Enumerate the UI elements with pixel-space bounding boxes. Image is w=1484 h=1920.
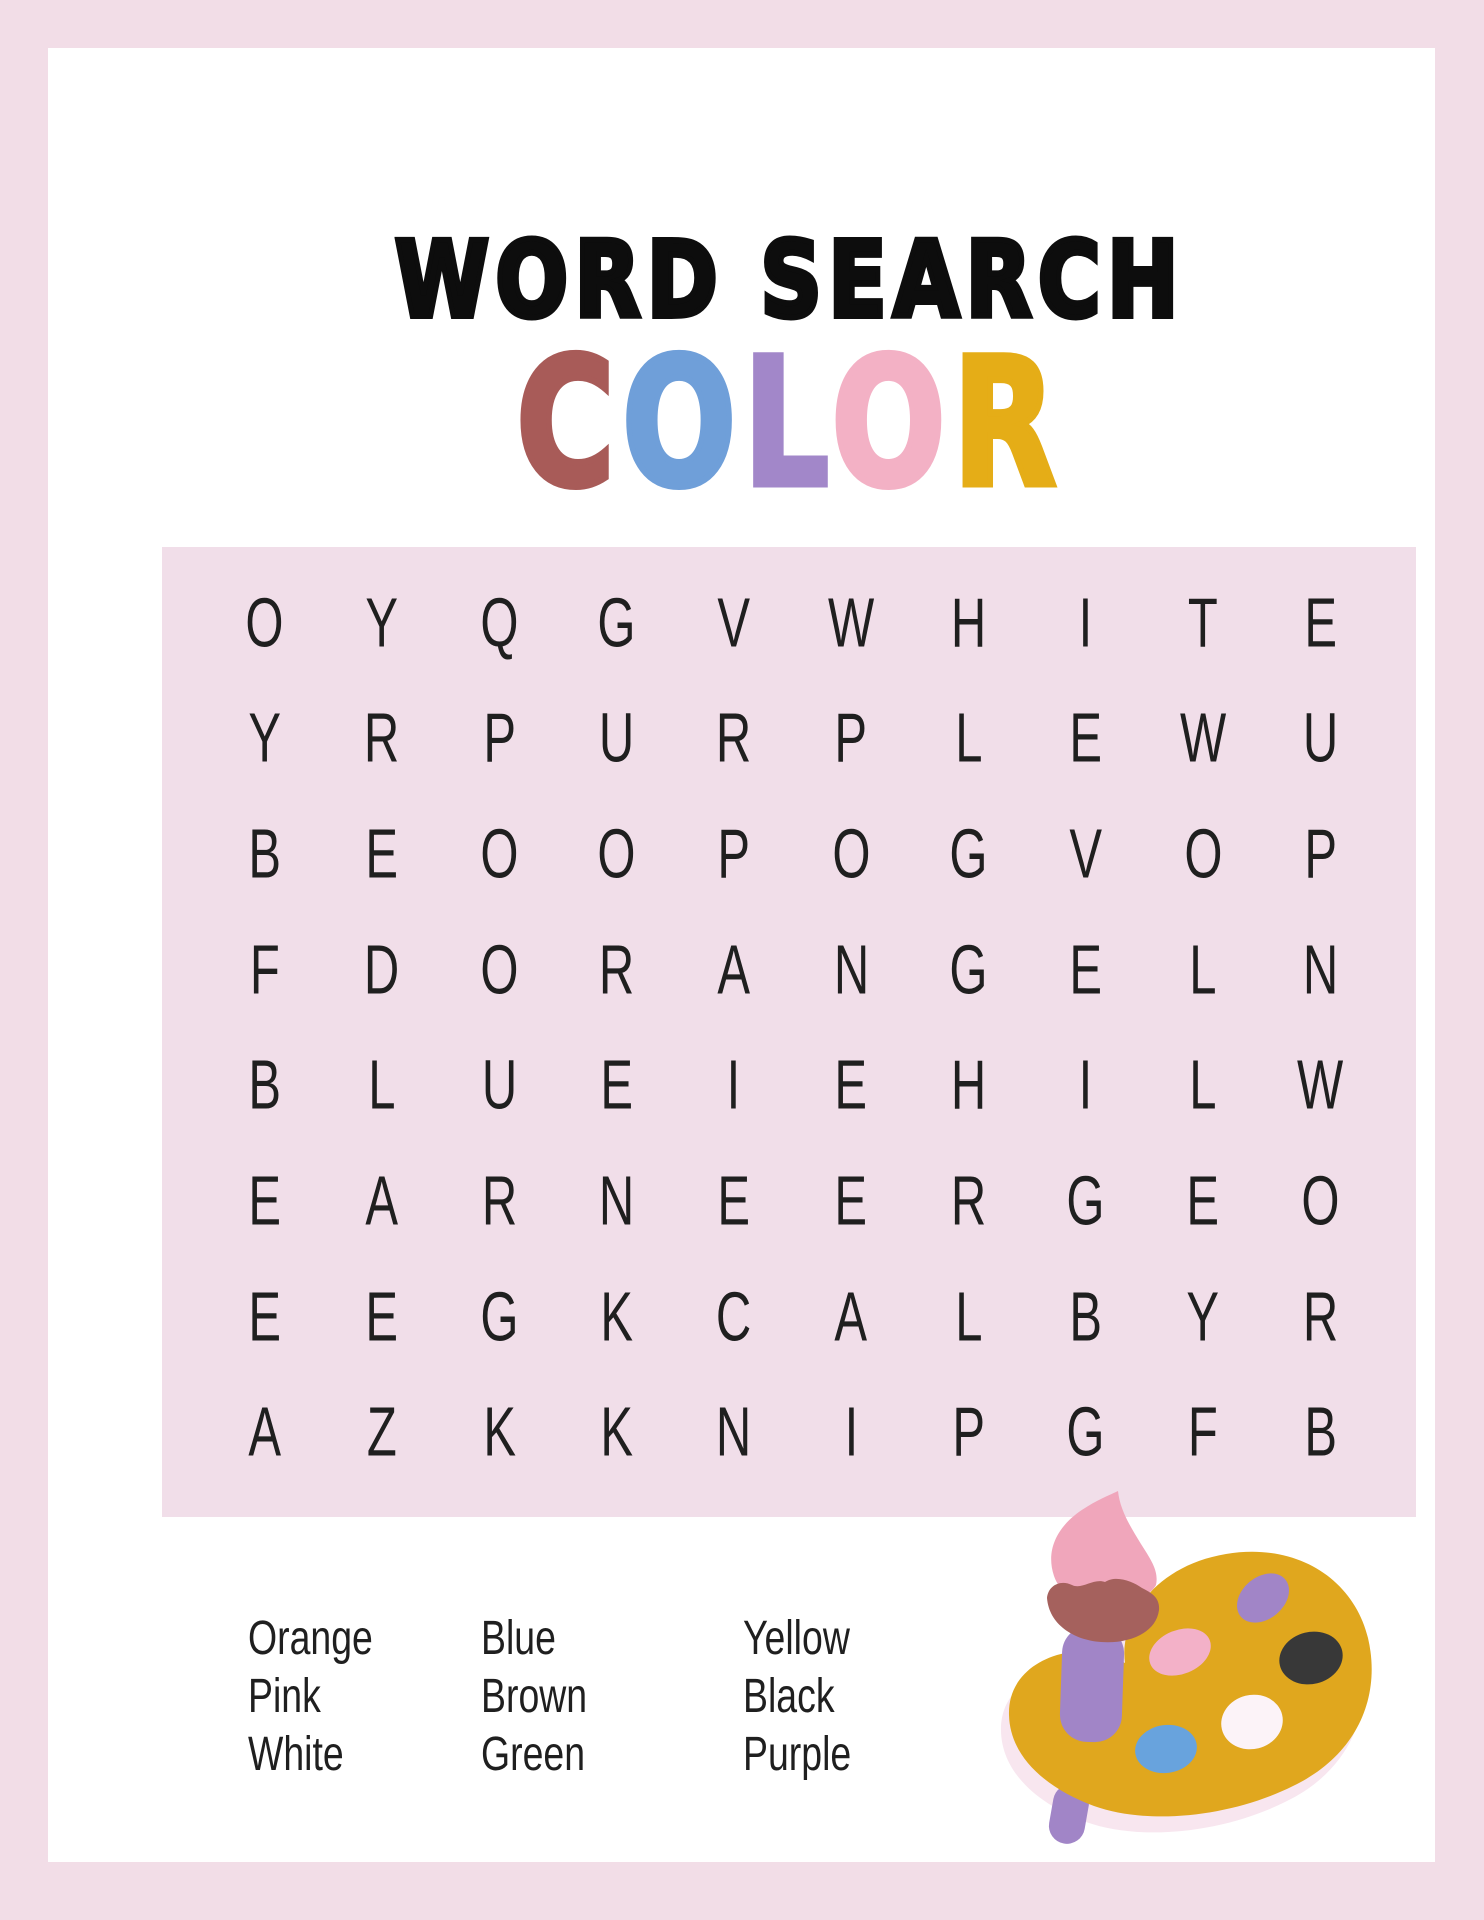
grid-letter: B xyxy=(1069,1277,1103,1356)
grid-letter: N xyxy=(598,1162,635,1240)
grid-letter: D xyxy=(364,930,400,1009)
grid-letter: R xyxy=(598,930,635,1009)
grid-letter: O xyxy=(245,584,284,662)
grid-letter: P xyxy=(1304,815,1337,893)
word-list-item: Black xyxy=(743,1670,835,1723)
subtitle-letter: O xyxy=(622,321,744,526)
grid-letter: L xyxy=(954,699,983,778)
subtitle-letter: O xyxy=(831,321,953,526)
grid-letter: G xyxy=(949,815,988,893)
grid-letter: V xyxy=(717,584,751,662)
word-list-item: Purple xyxy=(743,1728,852,1781)
grid-letter: N xyxy=(1302,930,1339,1009)
grid-letter: G xyxy=(1066,1162,1105,1240)
grid-letter: Y xyxy=(248,699,281,778)
grid-letter: E xyxy=(717,1162,751,1240)
grid-letter: H xyxy=(950,1046,987,1125)
grid-letter: V xyxy=(1069,815,1103,893)
puzzle-grid xyxy=(162,547,1416,1517)
grid-letter: R xyxy=(364,699,400,778)
grid-letter: A xyxy=(834,1277,868,1356)
grid-letter: O xyxy=(1183,815,1223,893)
grid-letter: A xyxy=(248,1393,281,1471)
word-list xyxy=(248,1610,1008,1830)
grid-letter: E xyxy=(248,1277,281,1356)
grid-letter: F xyxy=(1188,1393,1218,1471)
paint-palette-illustration xyxy=(998,1488,1383,1848)
grid-letter: W xyxy=(1179,699,1227,778)
grid-letter: E xyxy=(365,815,399,893)
word-list-item: Orange xyxy=(248,1612,373,1665)
grid-letter: O xyxy=(1301,1162,1340,1240)
grid-letter: L xyxy=(954,1277,983,1356)
grid-letter: P xyxy=(717,815,751,893)
grid-letter: L xyxy=(1189,1046,1217,1125)
grid-letter: H xyxy=(950,584,987,662)
grid-letter: I xyxy=(1078,584,1093,662)
paintbrush-head xyxy=(1047,1579,1159,1642)
word-list-column xyxy=(481,1610,711,1784)
grid-letter: W xyxy=(828,584,875,662)
grid-letter: K xyxy=(600,1393,633,1471)
grid-letter: W xyxy=(1297,1046,1344,1125)
grid-letter: C xyxy=(716,1277,752,1356)
grid-letter: N xyxy=(716,1393,752,1471)
grid-letter: K xyxy=(600,1277,633,1356)
page-subtitle xyxy=(226,321,1354,526)
grid-letter: O xyxy=(832,815,871,893)
grid-letter: E xyxy=(1304,584,1337,662)
grid-letter: P xyxy=(482,699,516,778)
grid-letter: Y xyxy=(365,584,399,662)
word-list-column xyxy=(248,1610,478,1784)
word-list-item: White xyxy=(248,1728,344,1781)
grid-letter: R xyxy=(950,1162,987,1240)
grid-letter: B xyxy=(248,815,281,893)
word-list-item: Yellow xyxy=(743,1612,850,1665)
grid-letter: A xyxy=(717,930,751,1009)
grid-letter: E xyxy=(1069,930,1103,1009)
page-title: WORD SEARCH xyxy=(394,219,1186,341)
grid-letter: F xyxy=(249,930,280,1009)
grid-letter: N xyxy=(833,930,869,1009)
worksheet-card xyxy=(48,48,1435,1862)
grid-letter: E xyxy=(1186,1162,1220,1240)
grid-letter: R xyxy=(716,699,752,778)
grid-letter: P xyxy=(952,1393,985,1471)
grid-letter: R xyxy=(1302,1277,1339,1356)
grid-letter: U xyxy=(1302,699,1339,778)
grid-letter: A xyxy=(365,1162,399,1240)
paintbrush-handle xyxy=(1059,1625,1125,1743)
subtitle-letter: R xyxy=(952,321,1064,526)
word-list-item: Pink xyxy=(248,1670,321,1723)
grid-letter: G xyxy=(597,584,636,662)
grid-letter: U xyxy=(598,699,635,778)
grid-letter: E xyxy=(365,1277,399,1356)
grid-letter: Y xyxy=(1186,1277,1220,1356)
subtitle-letter: C xyxy=(516,321,623,526)
grid-letter: U xyxy=(481,1046,517,1125)
grid-letter: E xyxy=(1069,699,1103,778)
grid-letter: E xyxy=(248,1162,281,1240)
grid-letter: O xyxy=(597,815,636,893)
grid-letter: I xyxy=(844,1393,858,1471)
word-list-column xyxy=(743,1610,973,1784)
grid-letter: L xyxy=(1189,930,1217,1009)
grid-letter: E xyxy=(834,1046,868,1125)
grid-letter: G xyxy=(480,1277,519,1356)
grid-letter: G xyxy=(1066,1393,1105,1471)
grid-letter: P xyxy=(834,699,868,778)
grid-letter: E xyxy=(600,1046,633,1125)
word-list-item: Green xyxy=(481,1728,586,1781)
grid-letter: Q xyxy=(480,584,519,662)
grid-letter: I xyxy=(727,1046,741,1125)
grid-letter: O xyxy=(480,930,519,1009)
grid-letter: R xyxy=(481,1162,517,1240)
grid-letter: B xyxy=(1304,1393,1337,1471)
grid-letter: E xyxy=(834,1162,868,1240)
grid-letter: L xyxy=(368,1046,396,1125)
grid-letter: G xyxy=(949,930,988,1009)
word-list-item: Brown xyxy=(481,1670,588,1723)
grid-letter: O xyxy=(480,815,519,893)
grid-letter: T xyxy=(1188,584,1218,662)
subtitle-letter: L xyxy=(743,321,832,526)
grid-letter: B xyxy=(248,1046,281,1125)
grid-letter: I xyxy=(1078,1046,1093,1125)
word-list-item: Blue xyxy=(481,1612,556,1665)
grid-letter: K xyxy=(482,1393,516,1471)
grid-letter: Z xyxy=(366,1393,397,1471)
